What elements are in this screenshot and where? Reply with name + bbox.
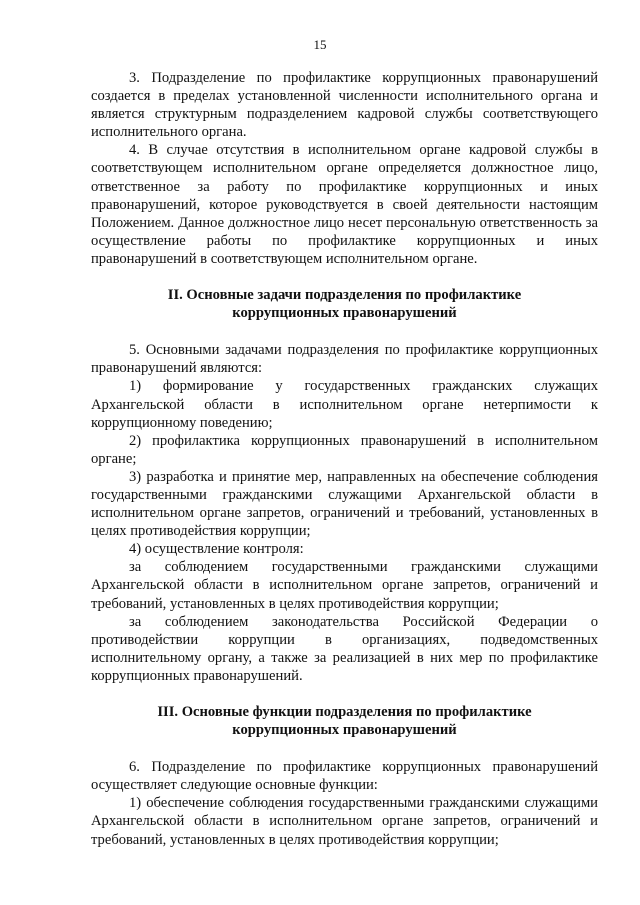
paragraph-6: 6. Подразделение по профилактике коррупционных правонарушений осуществляет следующие основные функции: [91,759,598,794]
section-2-heading [91,286,598,322]
list-item-5-4-a: за соблюдением государственными гражданскими служащими Архангельской области в исполнительном органе запретов, ограничений и требований, установленных в целях противодействия коррупции; [91,559,598,612]
list-item-5-2: 2) профилактика коррупционных правонарушений в исполнительном органе; [91,432,598,467]
paragraph-5: 5. Основными задачами подразделения по профилактике коррупционных правонарушений являются: [91,342,598,377]
paragraph-3: 3. Подразделение по профилактике коррупционных правонарушений создается в пределах установленной численности исполнительного органа и является структурным подразделением кадровой службы соответствующего исполнительного органа. [91,70,598,141]
list-item-5-1: 1) формирование у государственных гражданских служащих Архангельской области в исполнительном органе нетерпимости к коррупционному поведению; [91,378,598,431]
list-item-6-1: 1) обеспечение соблюдения государственными гражданскими служащими Архангельской области в исполнительном органе запретов, ограничений и требований, установленных в целях противодействия коррупции; [91,795,598,848]
section-3-heading-line-1: III. Основные функции подразделения по профилактике [157,704,532,720]
section-2-heading-line-1: II. Основные задачи подразделения по профилактике [167,287,522,304]
document-body [91,69,598,849]
list-item-5-3: 3) разработка и принятие мер, направленных на обеспечение соблюдения государственными гражданскими служащими Архангельской области в исполнительном органе запретов, ограничений и требований, установленных в целях противодействия коррупции; [91,468,598,540]
section-3-heading [91,703,598,739]
list-item-5-4-b: за соблюдением законодательства Российской Федерации о противодействии коррупции в организациях, подведомственных исполнительному органу, а также за реализацией в них мер по профилактике коррупционных правонарушений. [91,613,598,684]
paragraph-4: 4. В случае отсутствия в исполнительном органе кадровой службы в соответствующем исполнительном органе определяется должностное лицо, ответственное за работу по профилактике коррупционных и иных правонарушений, которое руководствуется в своей деятельности настоящим Положением. Данное должностное лицо несет персональную ответственность за осуществление работы по профилактике коррупционных и иных правонарушений в соответствующем исполнительном органе. [91,142,598,267]
section-3-heading-line-2: коррупционных правонарушений [232,722,457,739]
list-item-5-4: 4) осуществление контроля: [129,541,304,558]
page-number: 15 [313,37,327,52]
section-2-heading-line-2: коррупционных правонарушений [232,305,457,322]
